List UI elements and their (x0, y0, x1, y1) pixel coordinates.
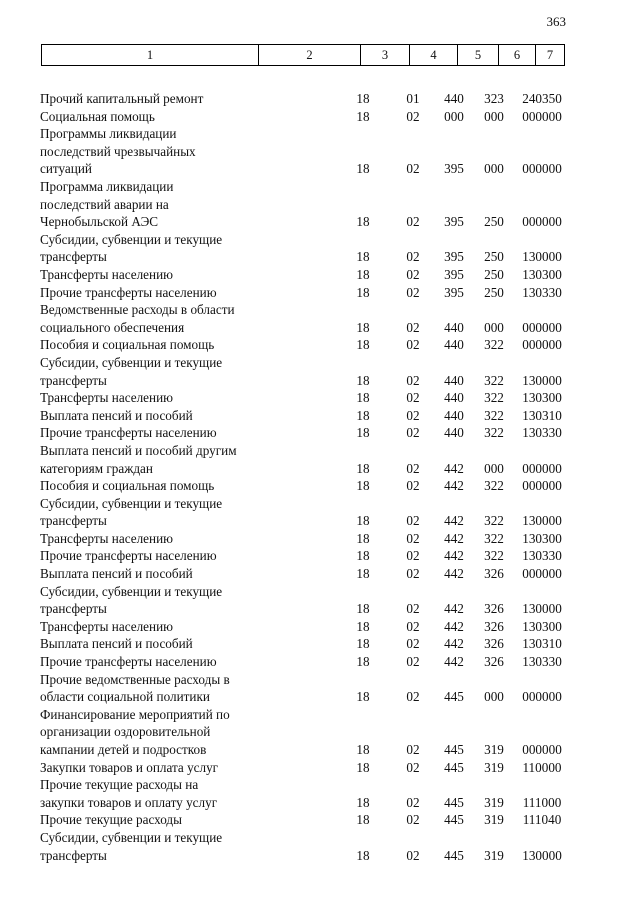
table-row (0, 829, 640, 864)
row-name-line: Трансферты населению (40, 530, 173, 546)
cell-c3: 18 (356, 266, 370, 282)
row-name-line: Прочие трансферты населению (40, 654, 217, 670)
cell-c7: 130000 (522, 372, 562, 388)
cell-c4: 02 (406, 654, 420, 670)
row-name (40, 108, 255, 126)
cell-c6: 322 (484, 390, 504, 406)
cell-c7: 130000 (522, 249, 562, 265)
cell-c6: 250 (484, 249, 504, 265)
cell-c7: 000000 (522, 214, 562, 230)
cell-c5: 442 (444, 654, 464, 670)
table-row (0, 811, 640, 829)
row-name-line: области социальной политики (40, 689, 210, 705)
cell-c4: 02 (406, 689, 420, 705)
cell-c5: 445 (444, 847, 464, 863)
table-row (0, 178, 640, 231)
cell-c7: 000000 (522, 108, 562, 124)
row-name-line: Субсидии, субвенции и текущие (40, 829, 223, 845)
cell-c7: 130300 (522, 618, 562, 634)
table-row (0, 706, 640, 759)
column-number-header (41, 44, 565, 66)
cell-c3: 18 (356, 319, 370, 335)
cell-c6: 326 (484, 636, 504, 652)
cell-c5: 442 (444, 618, 464, 634)
cell-c7: 130330 (522, 654, 562, 670)
row-name-line: Субсидии, субвенции и текущие (40, 354, 223, 370)
table-row (0, 424, 640, 442)
cell-c7: 130300 (522, 530, 562, 546)
cell-c3: 18 (356, 108, 370, 124)
cell-c6: 319 (484, 794, 504, 810)
cell-c7: 000000 (522, 478, 562, 494)
cell-c6: 322 (484, 513, 504, 529)
header-cell-2: 2 (259, 45, 361, 65)
row-name-line: Выплата пенсий и пособий (40, 566, 193, 582)
cell-c5: 395 (444, 249, 464, 265)
row-name (40, 284, 255, 302)
table-row (0, 653, 640, 671)
cell-c4: 02 (406, 513, 420, 529)
row-name-line: Прочие трансферты населению (40, 425, 217, 441)
cell-c7: 240350 (522, 91, 562, 106)
row-name-line: Социальная помощь (40, 108, 155, 124)
cell-c3: 18 (356, 618, 370, 634)
table-row (0, 635, 640, 653)
cell-c7: 130310 (522, 407, 562, 423)
table-row (0, 618, 640, 636)
table-row (0, 759, 640, 777)
header-cell-4: 4 (410, 45, 458, 65)
cell-c3: 18 (356, 390, 370, 406)
row-name (40, 565, 255, 583)
row-name-line: Выплата пенсий и пособий (40, 407, 193, 423)
cell-c6: 322 (484, 337, 504, 353)
cell-c6: 000 (484, 319, 504, 335)
row-name (40, 811, 255, 829)
row-name-line: трансферты (40, 372, 107, 388)
row-name (40, 706, 255, 759)
cell-c5: 440 (444, 407, 464, 423)
cell-c7: 130330 (522, 548, 562, 564)
cell-c4: 02 (406, 478, 420, 494)
cell-c4: 02 (406, 812, 420, 828)
cell-c3: 18 (356, 689, 370, 705)
table-row (0, 231, 640, 266)
cell-c5: 445 (444, 794, 464, 810)
cell-c7: 000000 (522, 566, 562, 582)
row-name-line: Трансферты населению (40, 390, 173, 406)
table-row (0, 547, 640, 565)
cell-c4: 02 (406, 337, 420, 353)
row-name-line: последствий аварии на (40, 196, 169, 212)
cell-c3: 18 (356, 636, 370, 652)
row-name-line: Трансферты населению (40, 618, 173, 634)
row-name-line: Прочие трансферты населению (40, 548, 217, 564)
header-cell-5: 5 (458, 45, 499, 65)
row-name-line: Программы ликвидации (40, 126, 177, 142)
cell-c6: 322 (484, 548, 504, 564)
row-name-line: Прочие трансферты населению (40, 284, 217, 300)
table-row (0, 407, 640, 425)
row-name (40, 547, 255, 565)
cell-c4: 02 (406, 742, 420, 757)
row-name-line: Ведомственные расходы в области (40, 302, 235, 318)
cell-c4: 02 (406, 794, 420, 810)
cell-c5: 442 (444, 548, 464, 564)
row-name-line: Прочие текущие расходы (40, 812, 183, 828)
cell-c7: 000000 (522, 319, 562, 335)
cell-c3: 18 (356, 372, 370, 388)
cell-c4: 02 (406, 847, 420, 863)
cell-c3: 18 (356, 284, 370, 300)
cell-c3: 18 (356, 460, 370, 476)
row-name-line: Прочий капитальный ремонт (40, 91, 204, 106)
cell-c6: 319 (484, 847, 504, 863)
cell-c5: 440 (444, 372, 464, 388)
cell-c5: 445 (444, 742, 464, 757)
header-cell-1: 1 (42, 45, 259, 65)
row-name (40, 583, 255, 618)
cell-c7: 130000 (522, 847, 562, 863)
row-name (40, 829, 255, 864)
cell-c4: 02 (406, 636, 420, 652)
table-row (0, 565, 640, 583)
row-name-line: Субсидии, субвенции и текущие (40, 583, 223, 599)
table-row (0, 336, 640, 354)
row-name-line: Выплата пенсий и пособий (40, 636, 193, 652)
cell-c6: 319 (484, 759, 504, 775)
cell-c3: 18 (356, 794, 370, 810)
table-row (0, 583, 640, 618)
cell-c5: 440 (444, 390, 464, 406)
cell-c4: 02 (406, 214, 420, 230)
cell-c3: 18 (356, 249, 370, 265)
table-row (0, 495, 640, 530)
row-name-line: категориям граждан (40, 460, 153, 476)
cell-c5: 442 (444, 460, 464, 476)
cell-c6: 326 (484, 654, 504, 670)
cell-c7: 111040 (522, 812, 562, 828)
cell-c7: 130300 (522, 266, 562, 282)
cell-c3: 18 (356, 91, 370, 106)
cell-c3: 18 (356, 214, 370, 230)
cell-c6: 000 (484, 689, 504, 705)
cell-c5: 442 (444, 478, 464, 494)
row-name (40, 231, 255, 266)
header-cell-7: 7 (546, 48, 554, 62)
cell-c7: 000000 (522, 742, 562, 757)
row-name-line: трансферты (40, 513, 107, 529)
table-row (0, 671, 640, 706)
row-name-line: Программа ликвидации (40, 178, 174, 194)
row-name-line: закупки товаров и оплату услуг (40, 794, 218, 810)
cell-c5: 442 (444, 530, 464, 546)
cell-c4: 02 (406, 372, 420, 388)
cell-c7: 000000 (522, 689, 562, 705)
table-row (0, 477, 640, 495)
row-name (40, 776, 255, 811)
cell-c3: 18 (356, 654, 370, 670)
cell-c3: 18 (356, 742, 370, 757)
cell-c7: 130000 (522, 601, 562, 617)
page-number: 363 (546, 14, 566, 29)
row-name (40, 301, 255, 336)
cell-c3: 18 (356, 530, 370, 546)
cell-c3: 18 (356, 337, 370, 353)
cell-c4: 02 (406, 407, 420, 423)
cell-c6: 250 (484, 266, 504, 282)
cell-c3: 18 (356, 425, 370, 441)
cell-c4: 02 (406, 249, 420, 265)
row-name (40, 671, 255, 706)
cell-c5: 440 (444, 91, 464, 106)
budget-table-body (0, 90, 640, 864)
row-name (40, 125, 255, 178)
row-name-line: организации оздоровительной (40, 724, 211, 740)
cell-c6: 000 (484, 108, 504, 124)
cell-c4: 02 (406, 108, 420, 124)
cell-c5: 000 (444, 108, 464, 124)
row-name (40, 424, 255, 442)
row-name-line: последствий чрезвычайных (40, 143, 196, 159)
row-name-line: Пособия и социальная помощь (40, 478, 215, 494)
cell-c3: 18 (356, 407, 370, 423)
row-name (40, 90, 255, 108)
cell-c6: 322 (484, 530, 504, 546)
cell-c4: 02 (406, 266, 420, 282)
row-name-line: Выплата пенсий и пособий другим (40, 442, 237, 458)
cell-c3: 18 (356, 812, 370, 828)
cell-c7: 000000 (522, 460, 562, 476)
table-row (0, 108, 640, 126)
row-name-line: трансферты (40, 249, 107, 265)
cell-c4: 02 (406, 530, 420, 546)
cell-c5: 395 (444, 161, 464, 177)
cell-c7: 130300 (522, 390, 562, 406)
cell-c6: 250 (484, 214, 504, 230)
row-name (40, 759, 255, 777)
row-name-line: трансферты (40, 847, 107, 863)
row-name (40, 477, 255, 495)
row-name-line: Финансирование мероприятий по (40, 706, 230, 722)
row-name-line: Прочие ведомственные расходы в (40, 671, 230, 687)
row-name-line: Чернобыльской АЭС (40, 214, 159, 230)
cell-c4: 02 (406, 601, 420, 617)
table-row (0, 442, 640, 477)
cell-c5: 440 (444, 425, 464, 441)
cell-c6: 322 (484, 407, 504, 423)
cell-c6: 322 (484, 478, 504, 494)
cell-c6: 319 (484, 742, 504, 757)
row-name (40, 389, 255, 407)
cell-c6: 000 (484, 161, 504, 177)
table-row (0, 90, 640, 108)
cell-c6: 323 (484, 91, 504, 106)
row-name (40, 618, 255, 636)
row-name (40, 336, 255, 354)
cell-c7: 130330 (522, 425, 562, 441)
cell-c3: 18 (356, 601, 370, 617)
row-name-line: Субсидии, субвенции и текущие (40, 231, 223, 247)
row-name (40, 354, 255, 389)
cell-c3: 18 (356, 513, 370, 529)
cell-c4: 02 (406, 618, 420, 634)
row-name-line: кампании детей и подростков (40, 742, 207, 757)
cell-c6: 322 (484, 425, 504, 441)
row-name (40, 495, 255, 530)
table-row (0, 125, 640, 178)
header-cell-3: 3 (361, 45, 410, 65)
row-name-line: Субсидии, субвенции и текущие (40, 495, 223, 511)
cell-c5: 445 (444, 689, 464, 705)
table-row (0, 284, 640, 302)
cell-c4: 02 (406, 284, 420, 300)
cell-c5: 440 (444, 337, 464, 353)
row-name-line: Прочие текущие расходы на (40, 777, 199, 793)
cell-c6: 322 (484, 372, 504, 388)
table-row (0, 354, 640, 389)
cell-c3: 18 (356, 161, 370, 177)
row-name (40, 653, 255, 671)
row-name-line: ситуаций (40, 161, 92, 177)
row-name (40, 530, 255, 548)
cell-c7: 110000 (522, 759, 562, 775)
cell-c6: 326 (484, 566, 504, 582)
row-name (40, 178, 255, 231)
cell-c5: 442 (444, 636, 464, 652)
cell-c6: 319 (484, 812, 504, 828)
row-name-line: Пособия и социальная помощь (40, 337, 215, 353)
cell-c6: 250 (484, 284, 504, 300)
cell-c3: 18 (356, 478, 370, 494)
cell-c5: 395 (444, 266, 464, 282)
cell-c3: 18 (356, 847, 370, 863)
table-row (0, 530, 640, 548)
cell-c4: 02 (406, 566, 420, 582)
cell-c7: 130330 (522, 284, 562, 300)
cell-c7: 111000 (522, 794, 562, 810)
cell-c5: 395 (444, 284, 464, 300)
cell-c3: 18 (356, 566, 370, 582)
header-cell-6: 6 (499, 45, 536, 65)
cell-c5: 440 (444, 319, 464, 335)
row-name-line: трансферты (40, 601, 107, 617)
row-name-line: Трансферты населению (40, 266, 173, 282)
row-name-line: социального обеспечения (40, 319, 185, 335)
cell-c5: 395 (444, 214, 464, 230)
cell-c3: 18 (356, 759, 370, 775)
table-row (0, 266, 640, 284)
cell-c7: 000000 (522, 161, 562, 177)
row-name (40, 407, 255, 425)
cell-c7: 130310 (522, 636, 562, 652)
cell-c7: 000000 (522, 337, 562, 353)
row-name (40, 635, 255, 653)
cell-c4: 02 (406, 319, 420, 335)
cell-c4: 02 (406, 425, 420, 441)
table-row (0, 776, 640, 811)
row-name-line: Закупки товаров и оплата услуг (40, 759, 219, 775)
cell-c4: 02 (406, 759, 420, 775)
row-name (40, 442, 255, 477)
cell-c5: 442 (444, 566, 464, 582)
cell-c3: 18 (356, 548, 370, 564)
cell-c6: 326 (484, 618, 504, 634)
cell-c6: 000 (484, 460, 504, 476)
cell-c7: 130000 (522, 513, 562, 529)
cell-c4: 01 (406, 91, 420, 106)
cell-c5: 445 (444, 759, 464, 775)
cell-c5: 445 (444, 812, 464, 828)
table-row (0, 301, 640, 336)
cell-c6: 326 (484, 601, 504, 617)
table-row (0, 389, 640, 407)
cell-c4: 02 (406, 390, 420, 406)
cell-c4: 02 (406, 460, 420, 476)
cell-c4: 02 (406, 548, 420, 564)
cell-c5: 442 (444, 513, 464, 529)
row-name (40, 266, 255, 284)
cell-c4: 02 (406, 161, 420, 177)
cell-c5: 442 (444, 601, 464, 617)
